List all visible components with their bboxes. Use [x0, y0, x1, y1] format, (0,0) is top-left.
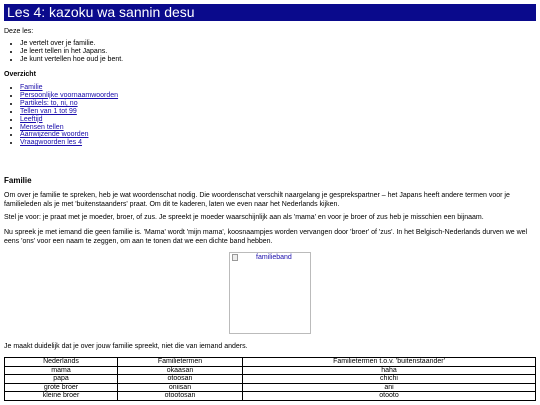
- broken-image-icon: [232, 254, 238, 261]
- paragraph: Stel je voor: je praat met je moeder, broer, of zus. Je spreekt je moeder waarschijnlijk aan als 'mama' en voor je broer of zus heb je misschien een bijnaam.: [4, 214, 484, 221]
- page-title: Les 4: kazoku wa sannin desu: [4, 4, 536, 21]
- intro-label: Deze les:: [4, 28, 34, 35]
- column-header: Familietermen: [118, 358, 243, 367]
- goals-list: [4, 40, 123, 64]
- table-cell: oniisan: [118, 383, 243, 392]
- toc-link-partikels[interactable]: Partikels: to, ni, no: [20, 99, 78, 107]
- table-cell: chichi: [243, 375, 536, 384]
- toc-link-vraagwoorden[interactable]: Vraagwoorden les 4: [20, 139, 83, 147]
- table-cell: papa: [5, 375, 118, 384]
- goal-item: • Je leert tellen in het Japans.: [20, 48, 123, 56]
- table-cell: otoosan: [118, 375, 243, 384]
- toc-link-familie[interactable]: Familie: [20, 84, 43, 91]
- toc-link-persoonlijke-voornaamwoorden[interactable]: Persoonlijke voornaamwoorden: [20, 91, 119, 99]
- toc-link-aanwijzende-woorden[interactable]: Aanwijzende woorden: [20, 131, 89, 139]
- goal-item: • Je vertelt over je familie.: [20, 40, 123, 48]
- table-cell: haha: [243, 366, 536, 375]
- table-cell: okaasan: [118, 366, 243, 375]
- toc-link-leeftijd[interactable]: Leeftijd: [20, 115, 43, 123]
- table-of-contents: [4, 84, 118, 147]
- paragraph: Nu spreek je met iemand die geen familie is. 'Mama' wordt 'mijn mama', koosnaampjes worden vervangen door 'broer' of 'zus'. In het Belgisch-Nederlands durven we wel eens 'ons' voor een naam te zeggen, om aan te tonen dat we een dichte band hebben.: [4, 229, 528, 245]
- table-row: [5, 375, 536, 384]
- table-cell: grote broer: [5, 383, 118, 392]
- table-cell: otootosan: [118, 392, 243, 401]
- paragraph: Om over je familie te spreken, heb je wat woordenschat nodig. Die woordenschat verschilt naargelang je gesprekspartner – het Japans heeft andere termen voor je familieleden als je met 'buitenstaanders' praat. Om dit te kaderen, laten we even naar het Nederlands kijken.: [4, 192, 510, 208]
- table-cell: ani: [243, 383, 536, 392]
- table-header-row: [5, 358, 536, 367]
- table-cell: mama: [5, 366, 118, 375]
- toc-link-mensen-tellen[interactable]: Mensen tellen: [20, 123, 64, 131]
- table-row: [5, 366, 536, 375]
- table-cell: otooto: [243, 392, 536, 401]
- section-heading-familie: Familie: [4, 176, 32, 185]
- image-alt-text: familieband: [256, 254, 292, 261]
- column-header: Familietermen t.o.v. 'buitenstaander': [243, 358, 536, 367]
- paragraph: Je maakt duidelijk dat je over jouw familie spreekt, niet die van iemand anders.: [4, 343, 248, 350]
- family-terms-table: [4, 357, 536, 401]
- goal-item: • Je kunt vertellen hoe oud je bent.: [20, 56, 123, 64]
- table-row: [5, 383, 536, 392]
- familieband-image: [229, 252, 311, 334]
- column-header: Nederlands: [5, 358, 118, 367]
- table-cell: kleine broer: [5, 392, 118, 401]
- table-row: [5, 392, 536, 401]
- toc-link-tellen[interactable]: Tellen van 1 tot 99: [20, 107, 77, 115]
- overview-heading: Overzicht: [4, 71, 36, 78]
